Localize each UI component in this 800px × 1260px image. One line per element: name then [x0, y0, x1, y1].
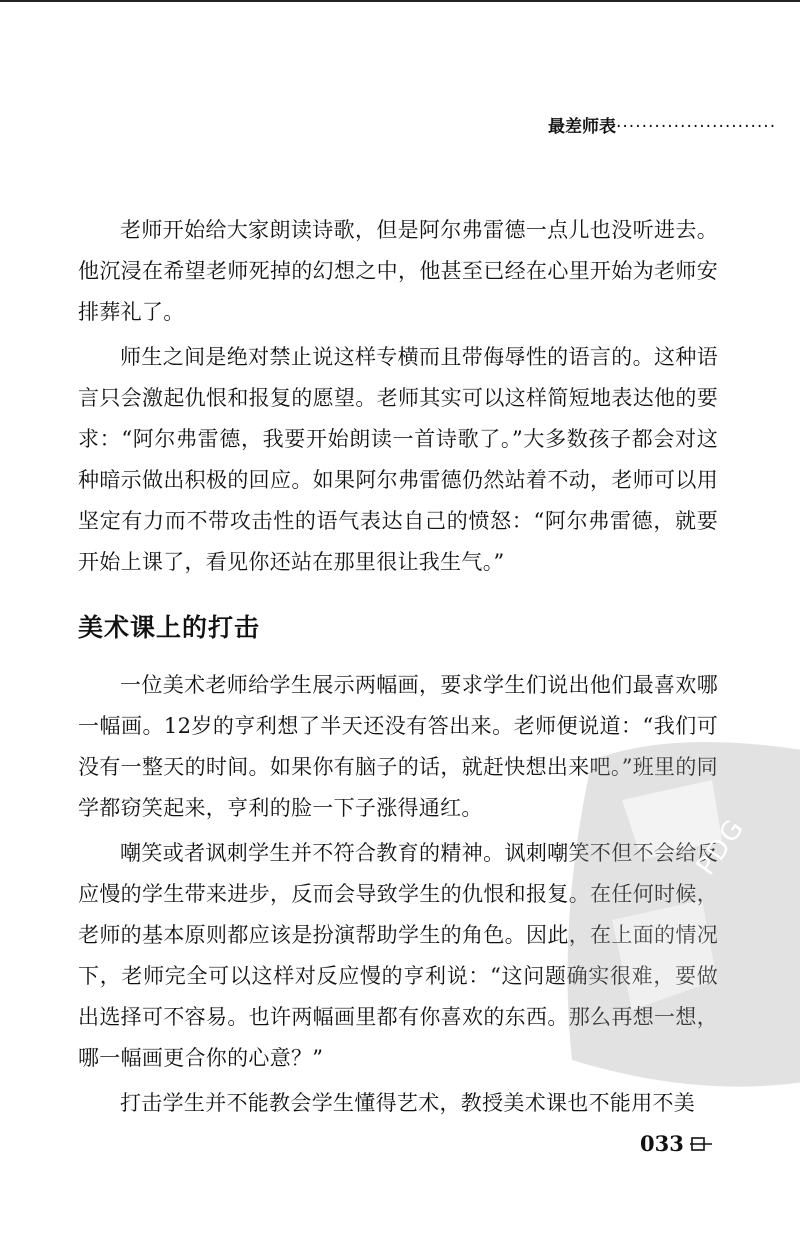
paragraph: 嘲笑或者讽刺学生并不符合教育的精神。讽刺嘲笑不但不会给反应慢的学生带来进步，反而会导致学生的仇恨和报复。在任何时候，老师的基本原则都应该是扮演帮助学生的角色。因此，在上面的情况下，老师完全可以这样对反应慢的亨利说：“这问题确实很难，要做出选择可不容易。也许两幅画里都有你喜欢的东西。那么再想一想，哪一幅画更合你的心意？” [78, 841, 718, 1070]
page-number: 033 [640, 1131, 684, 1156]
running-header-dots: ························· [616, 117, 777, 137]
section-2-text [78, 665, 718, 1124]
running-header-title: 最差师表 [548, 117, 616, 137]
paragraph: 老师开始给大家朗读诗歌，但是阿尔弗雷德一点儿也没听进去。他沉浸在希望老师死掉的幻想之中，他甚至已经在心里开始为老师安排葬礼了。 [78, 218, 718, 324]
section-heading: 美术课上的打击 [78, 613, 261, 642]
paragraph: 打击学生并不能教会学生懂得艺术，教授美术课也不能用不美 [120, 1091, 696, 1115]
section-1-text [78, 210, 718, 583]
watermark-text: PDG [690, 813, 751, 881]
page-number-block [640, 1131, 712, 1156]
paragraph: 师生之间是绝对禁止说这样专横而且带侮辱性的语言的。这种语言只会激起仇恨和报复的愿望。老师其实可以这样简短地表达他的要求：“阿尔弗雷德，我要开始朗读一首诗歌了。”大多数孩子都会对这种暗示做出积极的回应。如果阿尔弗雷德仍然站着不动，老师可以用坚定有力而不带攻击性的语气表达自己的愤怒：“阿尔弗雷德，就要开始上课了，看见你还站在那里很让我生气。” [78, 345, 718, 574]
running-header [548, 112, 800, 137]
page-mark-icon [690, 1136, 712, 1152]
top-rule [0, 0, 800, 2]
paragraph: 一位美术老师给学生展示两幅画，要求学生们说出他们最喜欢哪一幅画。12岁的亨利想了半天还没有答出来。老师便说道：“我们可没有一整天的时间。如果你有脑子的话，就赶快想出来吧。”班里的同学都窃笑起来，亨利的脸一下子涨得通红。 [78, 673, 718, 820]
